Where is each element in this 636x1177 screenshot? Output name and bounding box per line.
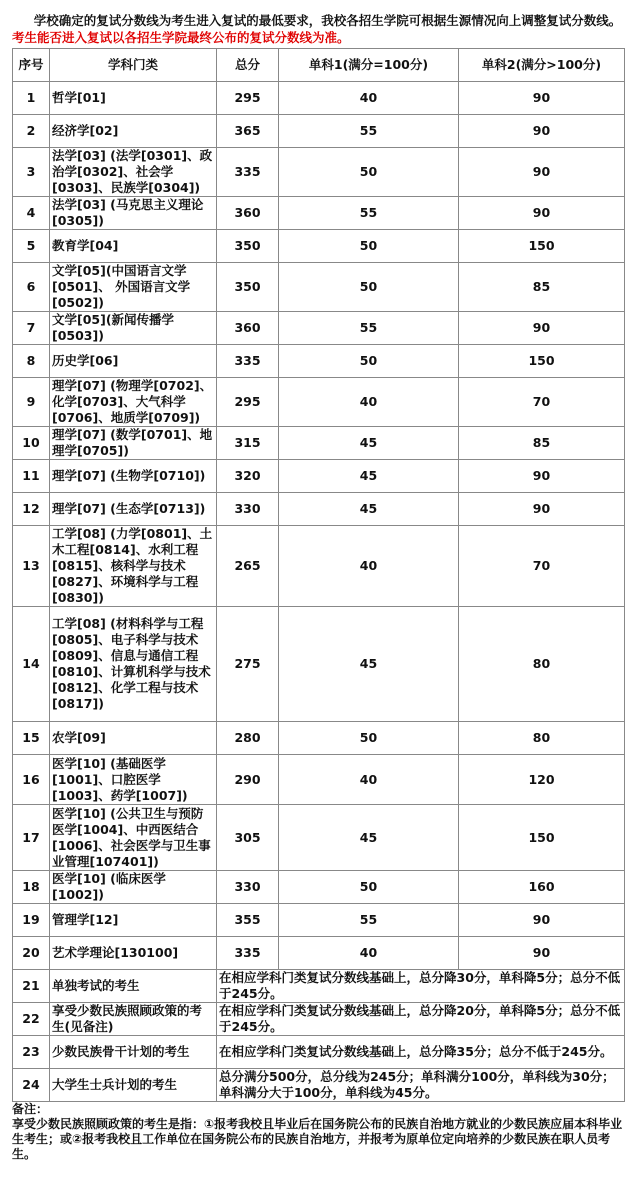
table-row xyxy=(13,755,625,805)
row-total: 295 xyxy=(217,82,279,115)
row-single2: 90 xyxy=(459,493,625,526)
table-row xyxy=(13,722,625,755)
row-description: 总分满分500分，总分线为245分；单科满分100分，单科线为30分；单科满分大于100分，单科线为45分。 xyxy=(217,1069,625,1102)
table-header-row xyxy=(13,49,625,82)
row-no: 22 xyxy=(13,1003,50,1036)
row-subject: 理学[07] (生物学[0710]) xyxy=(50,460,217,493)
row-subject: 单独考试的考生 xyxy=(50,970,217,1003)
row-single1: 40 xyxy=(279,378,459,427)
row-no: 7 xyxy=(13,312,50,345)
row-single1: 50 xyxy=(279,722,459,755)
table-row xyxy=(13,904,625,937)
special-row xyxy=(13,1069,625,1102)
row-single2: 90 xyxy=(459,460,625,493)
row-total: 295 xyxy=(217,378,279,427)
row-single1: 45 xyxy=(279,805,459,871)
table-row xyxy=(13,378,625,427)
row-subject: 享受少数民族照顾政策的考生(见备注) xyxy=(50,1003,217,1036)
row-single1: 50 xyxy=(279,345,459,378)
row-total: 330 xyxy=(217,871,279,904)
row-subject: 教育学[04] xyxy=(50,230,217,263)
row-single1: 50 xyxy=(279,263,459,312)
row-single2: 150 xyxy=(459,805,625,871)
row-subject: 历史学[06] xyxy=(50,345,217,378)
remarks-label: 备注： xyxy=(12,1102,49,1116)
row-single2: 90 xyxy=(459,904,625,937)
row-single2: 85 xyxy=(459,263,625,312)
header-total: 总分 xyxy=(217,49,279,82)
row-subject: 少数民族骨干计划的考生 xyxy=(50,1036,217,1069)
row-single2: 160 xyxy=(459,871,625,904)
row-single2: 150 xyxy=(459,230,625,263)
row-single1: 40 xyxy=(279,937,459,970)
row-single1: 50 xyxy=(279,871,459,904)
cutoff-score-table xyxy=(12,48,625,1102)
row-single2: 85 xyxy=(459,427,625,460)
row-no: 16 xyxy=(13,755,50,805)
table-row xyxy=(13,871,625,904)
row-no: 11 xyxy=(13,460,50,493)
row-single1: 55 xyxy=(279,197,459,230)
table-row xyxy=(13,197,625,230)
table-row xyxy=(13,345,625,378)
row-single2: 90 xyxy=(459,197,625,230)
row-total: 335 xyxy=(217,345,279,378)
row-subject: 经济学[02] xyxy=(50,115,217,148)
row-subject: 农学[09] xyxy=(50,722,217,755)
row-subject: 医学[10] (临床医学[1002]) xyxy=(50,871,217,904)
table-row xyxy=(13,230,625,263)
row-total: 305 xyxy=(217,805,279,871)
row-total: 280 xyxy=(217,722,279,755)
row-single1: 45 xyxy=(279,493,459,526)
table-row xyxy=(13,312,625,345)
row-single1: 40 xyxy=(279,755,459,805)
row-single1: 45 xyxy=(279,427,459,460)
row-total: 335 xyxy=(217,937,279,970)
table-row xyxy=(13,427,625,460)
row-subject: 工学[08] (材料科学与工程[0805]、电子科学与技术[0809]、信息与通信工程[0810]、计算机科学与技术[0812]、化学工程与技术[0817]) xyxy=(50,607,217,722)
row-total: 315 xyxy=(217,427,279,460)
row-subject: 哲学[01] xyxy=(50,82,217,115)
row-description: 在相应学科门类复试分数线基础上，总分降20分，单科降5分；总分不低于245分。 xyxy=(217,1003,625,1036)
row-subject: 理学[07] (数学[0701]、地理学[0705]) xyxy=(50,427,217,460)
row-subject: 医学[10] (公共卫生与预防医学[1004]、中西医结合[1006]、社会医学与卫生事业管理[107401]) xyxy=(50,805,217,871)
header-single2: 单科2(满分>100分) xyxy=(459,49,625,82)
header-subject: 学科门类 xyxy=(50,49,217,82)
row-single1: 40 xyxy=(279,82,459,115)
intro-highlight: 考生能否进入复试以各招生学院最终公布的复试分数线为准。 xyxy=(12,30,350,45)
row-no: 2 xyxy=(13,115,50,148)
row-single2: 90 xyxy=(459,82,625,115)
row-no: 8 xyxy=(13,345,50,378)
header-single1: 单科1(满分=100分) xyxy=(279,49,459,82)
row-no: 14 xyxy=(13,607,50,722)
remarks xyxy=(12,1102,624,1162)
row-single2: 120 xyxy=(459,755,625,805)
row-no: 9 xyxy=(13,378,50,427)
table-row xyxy=(13,526,625,607)
row-single1: 50 xyxy=(279,230,459,263)
table-row xyxy=(13,493,625,526)
row-total: 365 xyxy=(217,115,279,148)
row-description: 在相应学科门类复试分数线基础上，总分降30分，单科降5分；总分不低于245分。 xyxy=(217,970,625,1003)
row-total: 335 xyxy=(217,148,279,197)
row-no: 13 xyxy=(13,526,50,607)
remarks-text: 享受少数民族照顾政策的考生是指：①报考我校且毕业后在国务院公布的民族自治地方就业的少数民族应届本科毕业生考生；或②报考我校且工作单位在国务院公布的民族自治地方，并报考为原单位定向培养的少数民族在职人员考生。 xyxy=(12,1117,623,1161)
row-description: 在相应学科门类复试分数线基础上，总分降35分；总分不低于245分。 xyxy=(217,1036,625,1069)
row-single1: 45 xyxy=(279,460,459,493)
row-no: 21 xyxy=(13,970,50,1003)
row-single2: 90 xyxy=(459,115,625,148)
row-single1: 40 xyxy=(279,526,459,607)
row-no: 17 xyxy=(13,805,50,871)
row-single2: 70 xyxy=(459,526,625,607)
row-total: 350 xyxy=(217,230,279,263)
row-total: 290 xyxy=(217,755,279,805)
intro-text: 学校确定的复试分数线为考生进入复试的最低要求，我校各招生学院可根据生源情况向上调整复试分数线。 xyxy=(33,13,622,28)
header-no: 序号 xyxy=(13,49,50,82)
intro-paragraph xyxy=(12,12,624,46)
table-row xyxy=(13,937,625,970)
row-subject: 艺术学理论[130100] xyxy=(50,937,217,970)
row-single2: 90 xyxy=(459,148,625,197)
row-no: 1 xyxy=(13,82,50,115)
row-single1: 50 xyxy=(279,148,459,197)
row-single2: 90 xyxy=(459,937,625,970)
row-no: 12 xyxy=(13,493,50,526)
row-no: 3 xyxy=(13,148,50,197)
row-total: 330 xyxy=(217,493,279,526)
row-no: 10 xyxy=(13,427,50,460)
row-single1: 45 xyxy=(279,607,459,722)
row-total: 355 xyxy=(217,904,279,937)
table-row xyxy=(13,115,625,148)
row-single2: 90 xyxy=(459,312,625,345)
table-row xyxy=(13,460,625,493)
row-total: 320 xyxy=(217,460,279,493)
special-row xyxy=(13,1036,625,1069)
row-single2: 150 xyxy=(459,345,625,378)
row-subject: 管理学[12] xyxy=(50,904,217,937)
row-no: 23 xyxy=(13,1036,50,1069)
table-row xyxy=(13,607,625,722)
row-no: 5 xyxy=(13,230,50,263)
special-row xyxy=(13,970,625,1003)
row-total: 360 xyxy=(217,312,279,345)
row-subject: 医学[10] (基础医学[1001]、口腔医学[1003]、药学[1007]) xyxy=(50,755,217,805)
row-subject: 法学[03] (马克思主义理论[0305]) xyxy=(50,197,217,230)
row-single1: 55 xyxy=(279,904,459,937)
table-row xyxy=(13,805,625,871)
table-row xyxy=(13,82,625,115)
row-single1: 55 xyxy=(279,115,459,148)
row-no: 19 xyxy=(13,904,50,937)
table-row xyxy=(13,263,625,312)
row-subject: 法学[03] (法学[0301]、政治学[0302]、社会学[0303]、民族学[0304]) xyxy=(50,148,217,197)
row-no: 15 xyxy=(13,722,50,755)
row-subject: 工学[08] (力学[0801]、土木工程[0814]、水利工程[0815]、核科学与技术[0827]、环境科学与工程[0830]) xyxy=(50,526,217,607)
row-single1: 55 xyxy=(279,312,459,345)
row-subject: 文学[05](新闻传播学[0503]) xyxy=(50,312,217,345)
row-total: 275 xyxy=(217,607,279,722)
row-subject: 文学[05](中国语言文学[0501]、 外国语言文学[0502]) xyxy=(50,263,217,312)
row-subject: 理学[07] (生态学[0713]) xyxy=(50,493,217,526)
row-no: 6 xyxy=(13,263,50,312)
row-subject: 理学[07] (物理学[0702]、化学[0703]、大气科学[0706]、地质学[0709]) xyxy=(50,378,217,427)
row-no: 20 xyxy=(13,937,50,970)
row-single2: 80 xyxy=(459,722,625,755)
row-total: 350 xyxy=(217,263,279,312)
row-single2: 70 xyxy=(459,378,625,427)
row-total: 265 xyxy=(217,526,279,607)
row-subject: 大学生士兵计划的考生 xyxy=(50,1069,217,1102)
row-no: 24 xyxy=(13,1069,50,1102)
table-row xyxy=(13,148,625,197)
special-row xyxy=(13,1003,625,1036)
row-total: 360 xyxy=(217,197,279,230)
row-no: 18 xyxy=(13,871,50,904)
row-single2: 80 xyxy=(459,607,625,722)
row-no: 4 xyxy=(13,197,50,230)
